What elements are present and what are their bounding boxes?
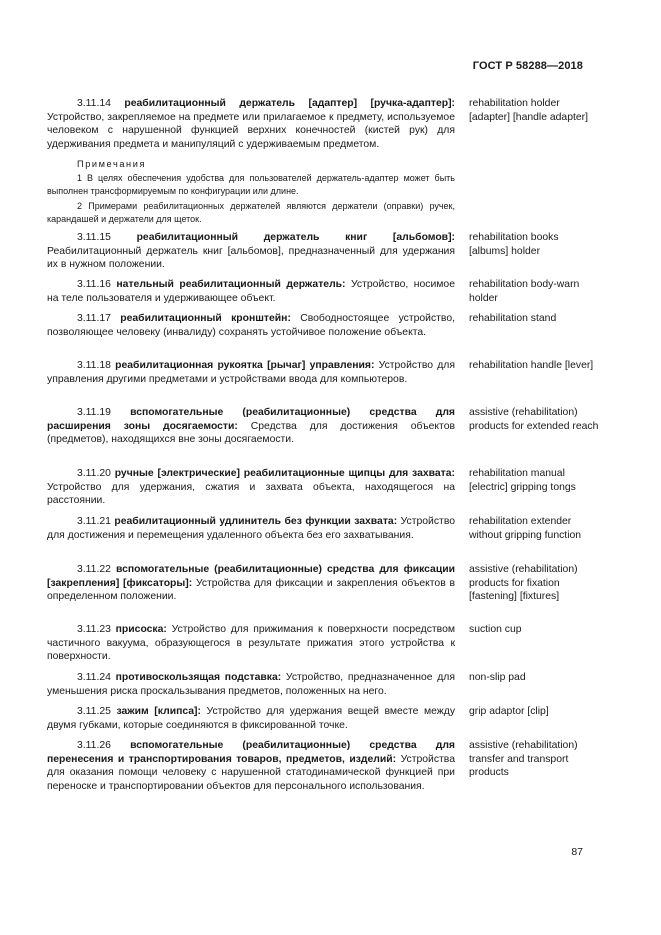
term-name: нательный реабилитационный держатель:: [116, 279, 346, 290]
term-english: assistive (rehabilitation) transfer and transport products: [469, 740, 578, 779]
term-name: вспомогательные (реабилитационные) средства для перенесения и транспортирования товаров, предметов, изделий:: [47, 740, 455, 765]
term-english: rehabilitation extender without gripping function: [469, 516, 582, 541]
term-english: assistive (rehabilitation) products for fixation [fastening] [fixtures]: [469, 564, 578, 603]
term-english: rehabilitation holder [adapter] [handle adapter]: [469, 98, 589, 123]
term-definition: [47, 739, 455, 793]
notes-block: [47, 158, 455, 225]
term-english: rehabilitation stand: [469, 313, 557, 324]
term-definition: [47, 359, 455, 386]
term-text: Средства для достижения объектов (предметов), находящихся вне зоны досягаемости.: [47, 420, 455, 446]
term-name: реабилитационный удлинитель без функции захвата:: [114, 516, 398, 527]
term-text: Устройства для фиксации и закрепления объектов в определенном положении.: [47, 577, 455, 603]
term-name: реабилитационный держатель [адаптер] [ручка-адаптер]:: [124, 98, 455, 109]
term-text: Свободностоящее устройство, позволяющее человеку (инвалиду) сохранять устойчивое положение объекта.: [47, 313, 455, 338]
term-definition: [47, 671, 455, 698]
document-id: ГОСТ Р 58288—2018: [472, 60, 583, 72]
term-number: 3.11.24: [77, 672, 111, 683]
term-text: Устройства для оказания помощи человеку с нарушенной статодинамической функцией при переноске и транспортировании объектов для персонального использования.: [47, 753, 455, 792]
term-name: вспомогательные (реабилитационные) средства для расширения зоны досягаемости:: [47, 407, 455, 432]
term-text: Устройство для удержания вещей вместе между двумя губками, которые соединяются в фиксированной точке.: [47, 706, 456, 731]
term-definition: [47, 563, 455, 604]
term-text: Реабилитационный держатель книг [альбомов], предназначенный для удержания их в нужном положении.: [47, 245, 455, 271]
term-name: зажим [клипса]:: [116, 706, 201, 717]
term-number: 3.11.16: [77, 279, 111, 290]
term-definition: [47, 705, 455, 732]
note-1: 1 В целях обеспечения удобства для пользователей держатель-адаптер может быть выполнен трансформируемым по конфигурации или длине.: [47, 173, 455, 196]
term-definition: [47, 623, 455, 664]
page-number: 87: [571, 846, 583, 858]
term-name: реабилитационная рукоятка [рычаг] управления:: [115, 360, 375, 371]
term-english: grip adaptor [clip]: [469, 706, 549, 717]
term-english: assistive (rehabilitation) products for extended reach: [469, 407, 599, 432]
term-english: rehabilitation manual [electric] gripping tongs: [469, 468, 576, 493]
term-name: вспомогательные (реабилитационные) средства для фиксации [закрепления] [фиксаторы]:: [47, 564, 456, 589]
term-english: suction cup: [469, 624, 522, 635]
term-definition: [47, 467, 455, 508]
term-english: non-slip pad: [469, 672, 526, 683]
term-number: 3.11.25: [77, 706, 111, 717]
term-number: 3.11.19: [77, 407, 111, 418]
term-definition: [47, 312, 455, 339]
term-text: Устройство для достижения и перемещения удаленного объекта без его захватывания.: [47, 516, 455, 541]
term-definition: [47, 278, 455, 305]
term-number: 3.11.15: [77, 232, 111, 243]
term-english: rehabilitation handle [lever]: [469, 360, 594, 371]
term-definition: [47, 231, 455, 272]
term-text: Устройство, предназначенное для уменьшения риска проскальзывания предметов, положенных на него.: [47, 672, 455, 697]
term-number: 3.11.14: [77, 98, 111, 109]
term-number: 3.11.22: [77, 564, 111, 575]
term-text: Устройство для управления другими предметами и устройствами ввода для компьютеров.: [47, 360, 455, 385]
term-english: rehabilitation books [albums] holder: [469, 232, 559, 257]
term-text: Устройство, закрепляемое на предмете или прилагаемое к предмету, используемое человеком с нарушенной функцией верхних конечностей (кистей рук) для удерживания предмета и манипуляций с удерживаемым предметом.: [47, 111, 455, 150]
term-definition: [47, 406, 455, 447]
term-number: 3.11.18: [77, 360, 111, 371]
term-number: 3.11.17: [77, 313, 111, 324]
term-name: реабилитационный кронштейн:: [120, 313, 291, 324]
term-number: 3.11.21: [77, 516, 111, 527]
term-definition: [47, 97, 455, 151]
note-2: 2 Примерами реабилитационных держателей являются держатели (оправки) ручек, карандашей и держатели для щеток.: [47, 201, 455, 224]
term-text: Устройство для удержания, сжатия и захвата объекта, находящегося на расстоянии.: [47, 481, 455, 507]
term-number: 3.11.20: [77, 468, 111, 479]
term-number: 3.11.23: [77, 624, 111, 635]
term-definition: [47, 515, 455, 542]
term-english: rehabilitation body-warn holder: [469, 279, 580, 304]
term-text: Устройство для прижимания к поверхности посредством частичного вакуума, образующегося в результате прижатия этого устройства к поверхности.: [47, 624, 456, 663]
term-text: Устройство, носимое на теле пользователя и удерживающее объект.: [47, 279, 455, 304]
term-number: 3.11.26: [77, 740, 111, 751]
term-name: противоскользящая подставка:: [115, 672, 282, 683]
term-name: ручные [электрические] реабилитационные щипцы для захвата:: [114, 468, 455, 479]
term-name: присоска:: [115, 624, 167, 635]
term-name: реабилитационный держатель книг [альбомов]:: [136, 232, 455, 243]
notes-title: Примечания: [77, 159, 147, 169]
